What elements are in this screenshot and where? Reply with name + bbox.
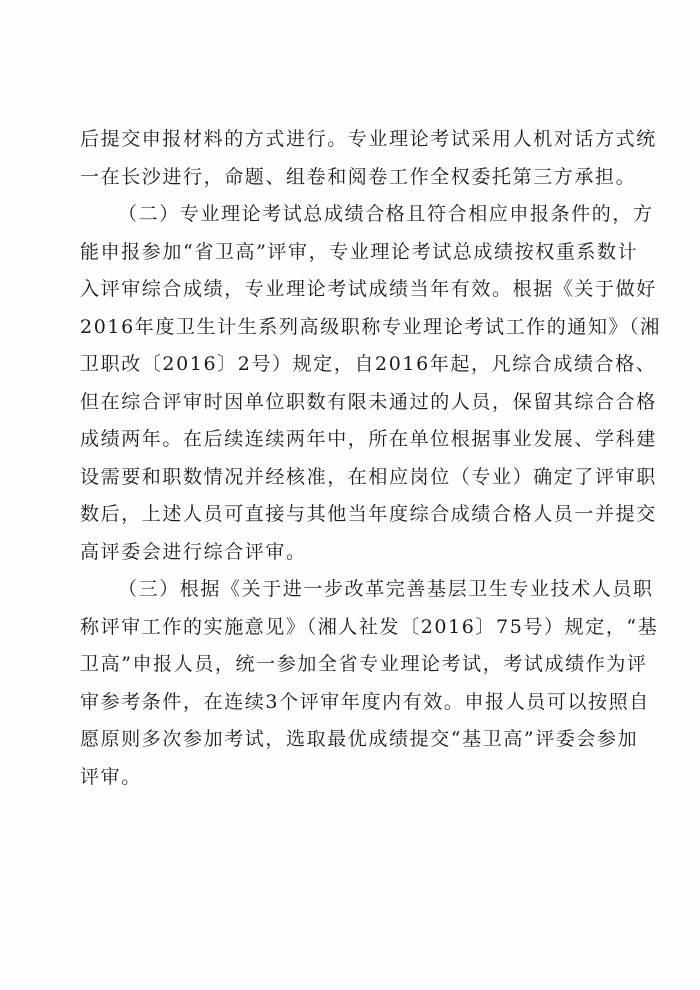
- paragraph-line: 卫职改〔2016〕2号）规定，自2016年起，凡综合成绩合格、: [80, 353, 657, 375]
- paragraph-line: （二）专业理论考试总成绩合格且符合相应申报条件的，方: [118, 203, 654, 225]
- paragraph-line: 2016年度卫生计生系列高级职称专业理论考试工作的通知》（湘: [80, 316, 661, 338]
- paragraph-line: 设需要和职数情况并经核准，在相应岗位（专业）确定了评审职: [80, 466, 657, 488]
- paragraph-line: 能申报参加“省卫高”评审，专业理论考试总成绩按权重系数计: [80, 241, 639, 263]
- paragraph-line: 数后，上述人员可直接与其他当年度综合成绩合格人员一并提交: [80, 503, 657, 525]
- paragraph-line: 成绩两年。在后续连续两年中，所在单位根据事业发展、学科建: [80, 428, 657, 450]
- paragraph-line: 一在长沙进行，命题、组卷和阅卷工作全权委托第三方承担。: [80, 166, 637, 188]
- paragraph-line: 入评审综合成绩，专业理论考试成绩当年有效。根据《关于做好: [80, 278, 657, 300]
- paragraph-line: 愿原则多次参加考试，选取最优成绩提交“基卫高”评委会参加: [80, 728, 639, 750]
- paragraph-line: 高评委会进行综合评审。: [80, 541, 307, 563]
- paragraph-line: 评审。: [80, 766, 142, 788]
- paragraph-line: （三）根据《关于进一步改革完善基层卫生专业技术人员职: [118, 578, 654, 600]
- paragraph-line: 但在综合评审时因单位职数有限未通过的人员，保留其综合合格: [80, 391, 657, 413]
- paragraph-line: 称评审工作的实施意见》（湘人社发〔2016〕75号）规定，“基: [80, 616, 659, 638]
- paragraph-line: 卫高”申报人员，统一参加全省专业理论考试，考试成绩作为评: [80, 653, 648, 675]
- paragraph-line: 后提交申报材料的方式进行。专业理论考试采用人机对话方式统: [80, 128, 657, 150]
- paragraph-line: 审参考条件，在连续3个评审年度内有效。申报人员可以按照自: [80, 691, 650, 713]
